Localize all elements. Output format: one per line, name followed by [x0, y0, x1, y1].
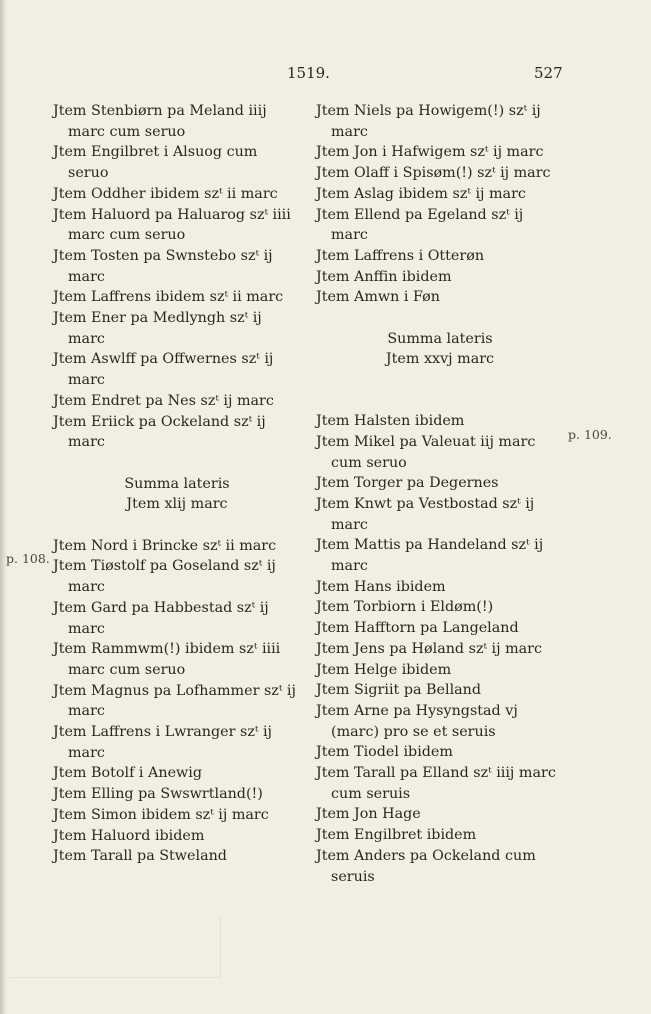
ledger-entry: Jtem Anders pa Ockeland cum seruis	[316, 847, 536, 885]
ledger-entry: Jtem Olaff i Spisøm(!) szᵗ ij marc	[316, 165, 551, 182]
ledger-entry: Jtem Hans ibidem	[316, 578, 446, 595]
ledger-entry: Jtem Ener pa Medlyngh szᵗ ij marc	[53, 310, 262, 347]
ledger-entry: Jtem Gard pa Habbestad szᵗ ij marc	[53, 599, 269, 637]
right-entries-block-2	[316, 411, 564, 887]
ledger-entry: Jtem Stenbiørn pa Meland iiij marc cum seruo	[53, 103, 267, 140]
right-column	[316, 101, 564, 887]
page-stain	[10, 917, 221, 978]
ledger-entry: Jtem Tarall pa Elland szᵗ iiij marc cum seruis	[316, 765, 556, 802]
ledger-entry: Jtem Endret pa Nes szᵗ ij marc	[53, 392, 274, 409]
ledger-entry: Jtem Oddher ibidem szᵗ ii marc	[53, 185, 278, 202]
ledger-entry: Jtem Laffrens ibidem szᵗ ii marc	[53, 289, 284, 306]
ledger-entry: Jtem Haluord pa Haluarog szᵗ iiii marc cum seruo	[53, 206, 291, 244]
ledger-entry: Jtem Laffrens i Otterøn	[316, 247, 485, 264]
left-entries-block-1	[53, 101, 301, 453]
ledger-entry: Jtem Tarall pa Stweland	[53, 848, 227, 865]
book-spine-shadow	[0, 0, 7, 1014]
ledger-entry: Jtem Botolf i Anewig	[53, 765, 202, 782]
ledger-entry: Jtem Simon ibidem szᵗ ij marc	[53, 806, 269, 823]
ledger-entry: Jtem Ellend pa Egeland szᵗ ij marc	[316, 206, 524, 244]
ledger-entry: Jtem Tiodel ibidem	[316, 744, 453, 761]
ledger-entry: Jtem Niels pa Howigem(!) szᵗ ij marc	[316, 103, 541, 140]
ledger-entry: Jtem Halsten ibidem	[316, 413, 465, 430]
ledger-entry: Jtem Elling pa Swswrtland(!)	[53, 786, 263, 803]
ledger-entry: Jtem Tosten pa Swnstebo szᵗ ij marc	[53, 247, 273, 285]
margin-page-marker-right: p. 109.	[568, 427, 612, 442]
right-summa-label: Summa lateris	[387, 330, 493, 347]
ledger-entry: Jtem Haluord ibidem	[53, 827, 205, 844]
ledger-entry: Jtem Jon Hage	[316, 806, 421, 823]
header-year: 1519.	[287, 64, 330, 82]
ledger-entry: Jtem Tiøstolf pa Goseland szᵗ ij marc	[53, 558, 276, 596]
ledger-entry: Jtem Helge ibidem	[316, 661, 452, 678]
right-entries-block-1	[316, 101, 564, 308]
ledger-entry: Jtem Engilbret i Alsuog cum seruo	[53, 144, 258, 182]
ledger-entry: Jtem Knwt pa Vestbostad szᵗ ij marc	[316, 495, 535, 533]
ledger-entry: Jtem Amwn i Føn	[316, 289, 440, 306]
ledger-entry: Jtem Rammwm(!) ibidem szᵗ iiii marc cum seruo	[53, 641, 281, 678]
ledger-entry: Jtem Aslag ibidem szᵗ ij marc	[316, 185, 526, 202]
ledger-entry: Jtem Mikel pa Valeuat iij marc cum seruo	[316, 433, 536, 471]
margin-page-marker-left: p. 108.	[6, 551, 50, 566]
ledger-entry: Jtem Eriick pa Ockeland szᵗ ij marc	[53, 413, 266, 451]
ledger-entry: Jtem Sigriit pa Belland	[316, 682, 482, 699]
left-summa-total: Jtem xlij marc	[126, 496, 228, 513]
left-entries-block-2	[53, 536, 301, 867]
ledger-entry: Jtem Jon i Hafwigem szᵗ ij marc	[316, 144, 544, 161]
header-page-number: 527	[534, 64, 563, 82]
ledger-entry: Jtem Torbiorn i Eldøm(!)	[316, 599, 494, 616]
ledger-entry: Jtem Anffin ibidem	[316, 268, 452, 285]
left-summa-label: Summa lateris	[124, 475, 230, 492]
right-summa-total: Jtem xxvj marc	[385, 351, 495, 368]
ledger-entry: Jtem Hafftorn pa Langeland	[316, 620, 519, 637]
ledger-entry: Jtem Jens pa Høland szᵗ ij marc	[316, 640, 543, 657]
ledger-entry: Jtem Magnus pa Lofhammer szᵗ ij marc	[53, 682, 296, 720]
ledger-entry: Jtem Aswlff pa Offwernes szᵗ ij marc	[53, 351, 274, 389]
ledger-entry: Jtem Torger pa Degernes	[316, 475, 499, 492]
ledger-entry: Jtem Nord i Brincke szᵗ ii marc	[53, 537, 277, 554]
ledger-entry: Jtem Arne pa Hysyngstad vj (marc) pro se et seruis	[316, 702, 518, 740]
left-column	[53, 101, 301, 867]
ledger-entry: Jtem Mattis pa Handeland szᵗ ij marc	[316, 537, 544, 575]
ledger-entry: Jtem Laffrens i Lwranger szᵗ ij marc	[53, 724, 272, 761]
ledger-entry: Jtem Engilbret ibidem	[316, 827, 477, 844]
page-header	[0, 64, 651, 88]
